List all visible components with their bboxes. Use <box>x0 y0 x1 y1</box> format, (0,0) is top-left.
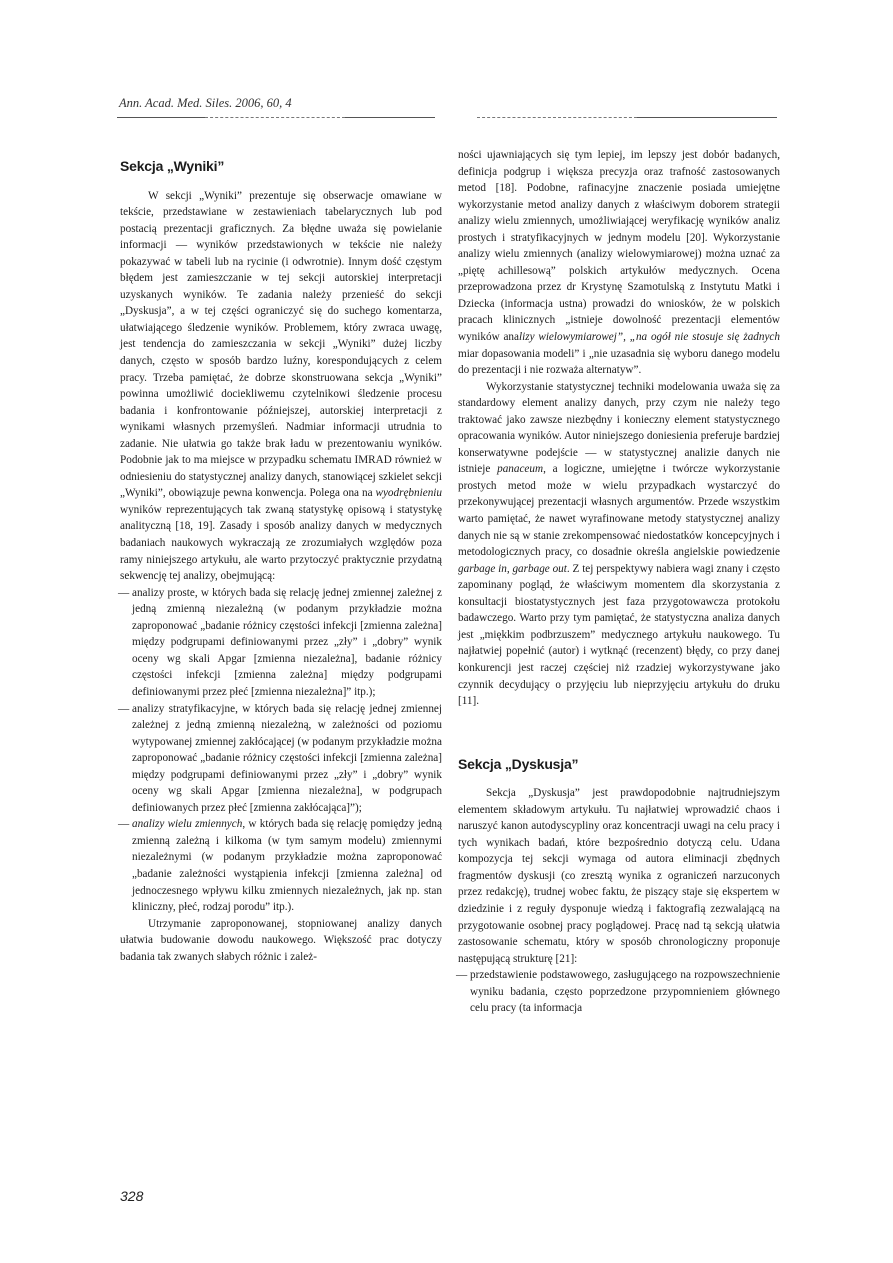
structure-list <box>458 967 780 1017</box>
header-rule <box>345 117 435 118</box>
list-item: — analizy stratyfikacyjne, w których bada się relację jednej zmiennej zależnej z jedną zmienną niezależną, w zależności od poziomu wytypowanej zmiennej zakłócającej (w podanym przykładzie można zaproponować „badanie różnicy częstości infekcji [zmienna zależna] między podgrupami definiowanymi przez „zły” i „dobry” wynik oceny wg skali Apgar [zmienna niezależna], w podgrupach definiowanych przez płeć [zmienna zakłócająca]”); <box>120 701 442 817</box>
paragraph: Wykorzystanie statystycznej techniki modelowania uważa się za standardowy element analizy danych, przy czym nie należy tego traktować jako zawsze niezbędny i konieczny element statystycznego opracowania wyników. Autor niniejszego doniesienia preferuje bardziej konserwatywne podejście — w statystycznej analizie danych nie istnieje panaceum, a logiczne, umiejętne i twórcze wykorzystanie prostych metod może w wielu przypadkach wystarczyć do przekonywującej prezentacji własnych argumentów. Przede wszystkim warto pamiętać, że nawet wyrafinowane metody statystycznej analizy danych nie są w stanie zrekompensować niedostatków koncepcyjnych i metodologicznych pracy, co dosadnie określa angielskie powiedzenie garbage in, garbage out. Z tej perspektywy nabiera wagi znany i często zapominany pogląd, że właściwym momentem dla skorzystania z konsultacji biostatystycznych jest faza przygotowawcza protokołu badawczego. Warto przy tym pamiętać, że statystyczna analiza danych jest „miękkim podbrzuszem” medycznego artykułu naukowego. Tu najłatwiej popełnić (autor) i wytknąć (recenzent) błędy, co przy danej konkurencji jest raczej częściej niż rzadziej wykorzystywane jako czynnik decydujący o przyjęciu lub nieprzyjęciu artykułu do druku [11]. <box>458 380 781 708</box>
list-item: — analizy proste, w których bada się relację jednej zmiennej zależnej z jedną zmienną niezależną (w podanym przykładzie można zaproponować „badanie różnicy częstości infekcji [zmienna zależna] między podgrupami definiowanymi przez „zły” i „dobry” wynik oceny wg skali Apgar [zmienna niezależna], badanie różnicy częstości infekcji [zmienna zależna] między podgrupami definiowanymi przez płeć [zmienna niezależna]” itp.); <box>120 585 442 701</box>
right-column <box>458 147 780 1017</box>
header-rule <box>117 117 205 118</box>
header-rule <box>205 117 345 118</box>
list-item: — analizy wielu zmiennych, w których bada się relację pomiędzy jedną zmienną zależną i kilkoma (w tym samym modelu) zmiennymi niezależnymi (w podanym przykładzie można zaproponować „badanie zależności wystąpienia infekcji [zmienna zależna] od jednoczesnego wpływu kilku zmiennych niezależnych, jak np. stan kliniczny, płeć, rodzaj porodu” itp.). <box>120 816 442 915</box>
journal-citation: Ann. Acad. Med. Siles. 2006, 60, 4 <box>119 96 292 110</box>
section-heading-dyskusja: Sekcja „Dyskusja” <box>458 755 579 772</box>
section-heading-wyniki: Sekcja „Wyniki” <box>120 158 225 174</box>
page-number: 328 <box>120 1188 144 1204</box>
list-item: — przedstawienie podstawowego, zasługującego na rozpowszechnienie wyniku badania, często poprzedzone przypomnieniem głównego celu pracy (ta informacja <box>458 967 780 1017</box>
left-column <box>120 150 442 965</box>
paragraph: Utrzymanie zaproponowanej, stopniowanej analizy danych ułatwia budowanie dowodu naukowego. Większość prac dotyczy badania tak zwanych słabych różnic i zależ- <box>120 917 442 963</box>
header-rule <box>477 117 637 118</box>
analysis-list <box>120 585 442 916</box>
paragraph: ności ujawniających się tym lepiej, im lepszy jest dobór badanych, definicja podgrup i większa precyzja oraz trafność zastosowanych metod [18]. Podobne, rafinacyjne znaczenie posiada umiejętne wykorzystanie metod analizy danych z właściwym doborem strategii analizy wielu zmiennych, umożliwiającej weryfikację wyników analiz prostych i stratyfikacyjnych w jednym modelu [20]. Wykorzystanie analizy wielu zmiennych (analizy wielowymiarowej) można uznać za „piętę achillesową” polskich artykułów medycznych. Ocena przeprowadzona przez dr Krystynę Szamotulską z Instytutu Matki i Dziecka (informacja ustna) prowadzi do wniosków, że w polskich pracach klinicznych „istnieje dowolność prezentacji elementów wyników analizy wielowymiarowej”, „na ogół nie stosuje się żadnych miar dopasowania modeli” i „nie uzasadnia się wyboru danego modelu do prezentacji i nie rozważa alternatyw”. <box>458 149 780 377</box>
paragraph: Sekcja „Dyskusja” jest prawdopodobnie najtrudniejszym elementem składowym artykułu. Tu najłatwiej wprowadzić chaos i naruszyć kanon autodyscypliny oraz koncentracji uwagi na celu pracy i tych wynikach badań, które bezpośrednio dotyczą celu. Udana kompozycja tej sekcji wymaga od autora eliminacji zbędnych fragmentów dyskusji (co zresztą wynika z ograniczeń narzuconych przez redakcję), trudnej wobec faktu, że piszący staje się ekspertem w dziedzinie i z reguły dysponuje wiedzą i faktografią zezwalającą na przygotowanie osobnej pracy poglądowej. Pracę nad tą sekcją ułatwia zastosowanie schematu, który w sposób chronologiczny proponuje następującą strukturę [21]: <box>458 787 780 965</box>
header-rule <box>637 117 777 118</box>
paragraph: W sekcji „Wyniki” prezentuje się obserwacje omawiane w tekście, przedstawiane w zestawieniach tabelarycznych lub pod postacią prezentacji graficznych. Za błędne uważa się powielanie informacji — wyników przedstawionych w tekście nie należy pokazywać w tabeli lub na rycinie (i odwrotnie). Innym dość częstym błędem jest zamieszczanie w tej sekcji autorskiej interpretacji uzyskanych wyników. Te zadania należy przenieść do sekcji „Dyskusja”, a w tej części ograniczyć się do suchego komentarza, ułatwiającego śledzenie wyników. Problemem, który zwraca uwagę, jest tendencja do zamieszczania w sekcji „Wyniki” dużej liczby danych, często w sposób bardzo luźny, korespondujących z celem pracy. Trzeba pamiętać, że dobrze skonstruowana sekcja „Wyniki” powinna umożliwić dociekliwemu czytelnikowi śledzenie procesu badania i konfrontowanie późniejszej, autorskiej interpretacji z wynikami własnych przemyśleń. Nadmiar informacji utrudnia to zadanie. Nie ułatwia go także brak ładu w prezentowaniu wyników. Podobnie jak to ma miejsce w przypadku schematu IMRAD również w odniesieniu do statystycznej analizy danych, stanowiącej szkielet sekcji „Wyniki”, obowiązuje pewna konwencja. Polega ona na wyodrębnieniu wyników reprezentujących tak zwaną statystykę opisową i statystykę analityczną [18, 19]. Zasady i sposób analizy danych w medycznych badaniach naukowych wykraczają ze zrozumiałych względów poza ramy niniejszego artykułu, ale warto przytoczyć praktycznie przydatną sekwencję tej analizy, obejmującą: <box>120 189 442 583</box>
